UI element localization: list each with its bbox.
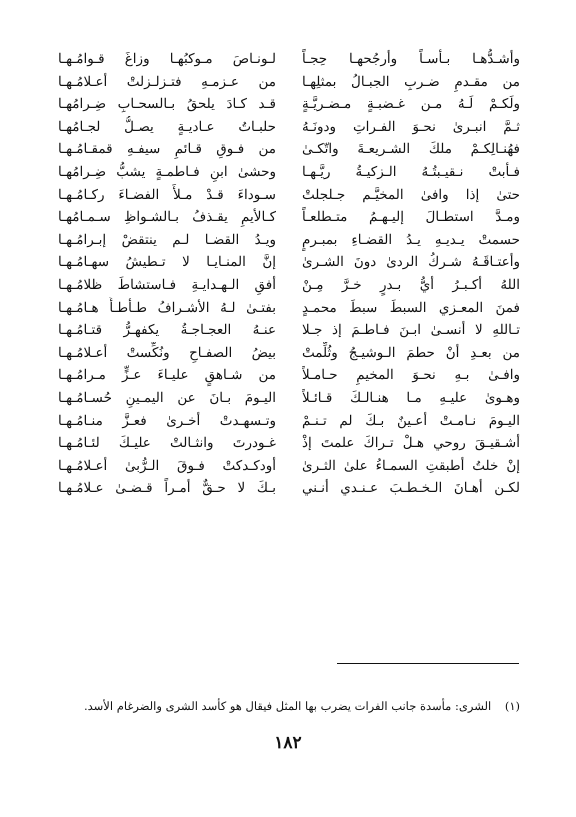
right-hemistich: وافـىٰ بـهِ نحـوَ المخيمِ حـامـلاً <box>302 367 520 384</box>
footnote-divider <box>337 663 519 664</box>
left-hemistich: أفقِ الـهـدايـةِ فـاستشاطَ ظلامُـهـا <box>58 276 276 293</box>
footnote-text: الشرى: مأسدة جانب الفرات يضرب بها المثل فيقال هو كأسد الشرى والضرغام الأسد. <box>83 699 492 713</box>
left-hemistich: وحشىٰ ابنِ فـاطمـةٍ يشبُّ ضِـرامُهـا <box>58 163 276 180</box>
right-hemistich: وأعتـاقَـهُ شـركُ الردىٰ دونَ الشـرىٰ <box>302 254 520 271</box>
footnote <box>50 697 520 715</box>
left-hemistich: ويـدُ القضـا لـم ينتقضْ إبـرامُـهـا <box>58 231 276 248</box>
poem-right-column <box>302 48 520 500</box>
left-hemistich: بيضُ الصفـاحِ ونُكِّستْ أعـلامُـهـا <box>58 344 276 361</box>
left-hemistich: أودكـدكتْ فـوقَ الـرُّبىٰ أعـلامُـهـا <box>58 457 276 474</box>
right-hemistich: فهُنـالِكـمْ ملكَ الشـريعـةَ واتّكـىٰ <box>302 141 520 158</box>
left-hemistich: لـونـاصَ مـوكبُهـا وزاغَ قـوامُـهـا <box>58 51 276 67</box>
right-hemistich: ولَكـمْ لَـهُ مـن غـضبـةٍ مـضـريَّـةٍ <box>302 96 520 113</box>
right-hemistich: اليـومَ نـامـتْ أعـينٌ بـكَ لم تـنـمْ <box>302 412 520 429</box>
poem-left-column <box>58 48 276 500</box>
left-hemistich: غـودرتَ وانثـالتْ عليـكَ لئـامُـهـا <box>58 435 276 452</box>
left-hemistich: قـد كـادَ يلحقُ بـالسحـابِ ضِـرامُهـا <box>58 96 276 113</box>
right-hemistich: إنْ خلتُ أطبقتِ السمـاءُ علىٰ الثـرىٰ <box>302 457 520 474</box>
left-hemistich: وتـسهـدتْ أخـرىٰ فعـزَّ منـامُـهـا <box>58 412 276 429</box>
left-hemistich: سـوداءَ قـدْ مـلأَ الفضـاءَ ركـامُـهـا <box>58 186 276 203</box>
right-hemistich: حتىٰ إذا وافىٰ المخيَّـم جـلجلتْ <box>302 186 520 203</box>
poem <box>58 48 520 588</box>
right-hemistich: تـاللهِ لا أنسـىٰ ابـنَ فـاطـمَ إذ جـلا <box>302 322 520 339</box>
right-hemistich: حسمتْ يـديـهِ يـدُ القضـاءِ بمبـرمٍ <box>302 231 520 248</box>
right-hemistich: لكـن أهـانَ الـخـطـبَ عـنـدي أنـني <box>302 480 520 497</box>
left-hemistich: بـكَ لا حـقٌّ أمـراً قـضـىٰ عـلامُـهـا <box>58 480 276 497</box>
right-hemistich: وهـوىٰ عليـهِ مـا هنـالـكَ قـائـلاً <box>302 389 520 406</box>
left-hemistich: إنَّ المنـايـا لا تـطيشُ سهـامُـهـا <box>58 254 276 271</box>
left-hemistich: عنـهُ العجـاجـةُ يكفهـرُّ قتـامُـهـا <box>58 322 276 339</box>
left-hemistich: من عـزمـهِ فتـزلـزلتْ أعـلامُـهـا <box>58 73 276 90</box>
page-number: ١٨٢ <box>274 733 302 753</box>
right-hemistich: ومـدَّ استطـالَ إليـهـمُ متـطلعـاً <box>302 209 520 226</box>
left-hemistich: بفتـىٰ لـهُ الأشـرافُ طـأطـأَ هـامُـهـا <box>58 299 276 316</box>
left-hemistich: كـالأيمِ يقـذفُ بـالشـواظِ سـمـامُهـا <box>58 209 276 226</box>
right-hemistich: فمنَ المعـزي السبطَ سبطَ محمـدٍ <box>302 299 520 316</box>
right-hemistich: من مقـدمِ ضـربِ الجبـالُ بمثلِهـا <box>302 73 520 90</box>
left-hemistich: من فـوقِ قـائمِ سيفـهِ قمقـامُـهـا <box>58 141 276 158</box>
left-hemistich: اليـومَ بـانَ عن اليمـينِ حُسـامُـهـا <box>58 389 276 406</box>
right-hemistich: اللهُ أكـبـرُ أيُّ بـدرٍ خـرَّ مِـنْ <box>302 276 520 293</box>
right-hemistich: من بعـدِ أنْ حطمَ الـوشيـجُ وثُلِّمتْ <box>302 344 520 361</box>
right-hemistich: وأشـدُّهـا بـأسـاً وأرجُحهـا حِجـاً <box>302 51 520 67</box>
right-hemistich: فـأبتْ نـقيـبتُـهُ الـزكيـةُ ريَّـهـا <box>302 163 520 180</box>
right-hemistich: ثـمَّ انبـرىٰ نحـوَ الفـراتِ ودونَـهُ <box>302 118 520 135</box>
footnote-marker: (١) <box>504 699 520 713</box>
left-hemistich: من شـاهقٍ عليـاءَ عـزٍّ مـرامُـهـا <box>58 367 276 384</box>
right-hemistich: أشـقيـقَ روحي هـلْ تـراكَ علمتَ إذْ <box>302 435 520 452</box>
left-hemistich: حلبـاتُ عـاديـةٍ يصـلُّ لجـامُهـا <box>58 118 276 135</box>
